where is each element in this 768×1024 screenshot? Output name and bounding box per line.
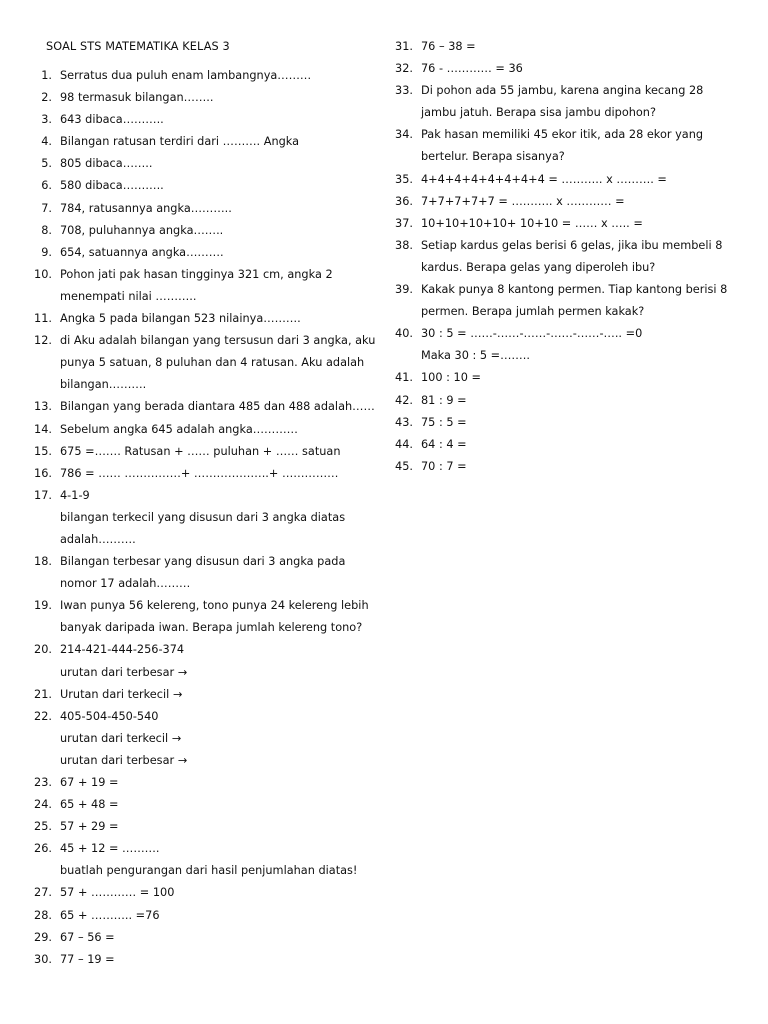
question-number: 16. xyxy=(34,466,52,480)
question-number: 11. xyxy=(34,312,52,326)
question-item xyxy=(28,153,368,175)
question-item xyxy=(28,175,368,197)
question-number: 41. xyxy=(395,371,413,385)
question-item xyxy=(389,323,729,367)
question-text-continued: adalah………. xyxy=(60,532,136,546)
question-item xyxy=(28,87,368,109)
question-item xyxy=(389,434,729,456)
question-number: 24. xyxy=(34,798,52,812)
question-item xyxy=(28,949,368,971)
question-number: 17. xyxy=(34,488,52,502)
question-text: 77 – 19 = xyxy=(60,952,115,966)
question-number: 7. xyxy=(41,201,52,215)
question-number: 14. xyxy=(34,422,52,436)
question-number: 12. xyxy=(34,334,52,348)
question-item xyxy=(389,124,729,168)
question-item xyxy=(28,264,368,308)
question-number: 39. xyxy=(395,283,413,297)
question-text: 10+10+10+10+ 10+10 = …… x ….. = xyxy=(421,216,643,230)
question-text: 643 dibaca……….. xyxy=(60,113,164,127)
question-number: 5. xyxy=(41,157,52,171)
question-item xyxy=(28,684,368,706)
question-item xyxy=(389,390,729,412)
question-text: 654, satuannya angka………. xyxy=(60,245,224,259)
question-number: 25. xyxy=(34,820,52,834)
document-title: SOAL STS MATEMATIKA KELAS 3 xyxy=(46,40,230,53)
question-number: 19. xyxy=(34,599,52,613)
question-text: 784, ratusannya angka……….. xyxy=(60,201,232,215)
question-item xyxy=(28,330,376,396)
question-number: 29. xyxy=(34,930,52,944)
question-text-continued: bertelur. Berapa sisanya? xyxy=(421,150,565,164)
question-item xyxy=(28,419,368,441)
question-text: 580 dibaca……….. xyxy=(60,179,164,193)
question-number: 4. xyxy=(41,135,52,149)
question-number: 37. xyxy=(395,216,413,230)
question-text: Sebelum angka 645 adalah angka………… xyxy=(60,422,298,436)
question-text-continued: buatlah pengurangan dari hasil penjumlahan diatas! xyxy=(60,864,358,878)
question-text: Setiap kardus gelas berisi 6 gelas, jika ibu membeli 8 xyxy=(421,238,723,252)
question-item xyxy=(28,441,368,463)
question-item xyxy=(389,412,729,434)
question-text: Pohon jati pak hasan tingginya 321 cm, angka 2 xyxy=(60,267,333,281)
question-item xyxy=(389,367,729,389)
question-item xyxy=(389,58,729,80)
question-number: 31. xyxy=(395,40,413,53)
question-item xyxy=(389,191,729,213)
question-number: 2. xyxy=(41,91,52,105)
question-text-continued: punya 5 satuan, 8 puluhan dan 4 ratusan. Aku adalah xyxy=(60,356,365,370)
question-text-continued: banyak daripada iwan. Berapa jumlah kelereng tono? xyxy=(60,621,363,635)
question-item xyxy=(28,905,368,927)
question-item xyxy=(28,772,368,794)
question-number: 18. xyxy=(34,555,52,569)
question-item xyxy=(28,639,368,683)
question-text: Serratus dua puluh enam lambangnya……… xyxy=(60,69,312,82)
question-number: 34. xyxy=(395,128,413,142)
question-text: Angka 5 pada bilangan 523 nilainya………. xyxy=(60,312,301,326)
question-text: Bilangan terbesar yang disusun dari 3 angka pada xyxy=(60,555,346,569)
question-number: 42. xyxy=(395,393,413,407)
question-number: 32. xyxy=(395,62,413,76)
question-item xyxy=(28,838,368,882)
question-text: 76 - ………… = 36 xyxy=(421,62,523,76)
question-number: 38. xyxy=(395,238,413,252)
question-text: Urutan dari terkecil → xyxy=(60,687,183,701)
question-item xyxy=(28,109,368,131)
question-item xyxy=(28,308,368,330)
question-text: 100 : 10 = xyxy=(421,371,481,385)
question-number: 1. xyxy=(41,69,52,82)
question-text: 81 : 9 = xyxy=(421,393,467,407)
question-number: 3. xyxy=(41,113,52,127)
question-number: 40. xyxy=(395,327,413,341)
question-number: 13. xyxy=(34,400,52,414)
question-item xyxy=(28,927,368,949)
question-item xyxy=(389,235,729,279)
question-item xyxy=(389,80,729,124)
question-text: Iwan punya 56 kelereng, tono punya 24 kelereng lebih xyxy=(60,599,369,613)
question-text-continued: permen. Berapa jumlah permen kakak? xyxy=(421,305,645,319)
question-text-continued: urutan dari terbesar → xyxy=(60,665,188,679)
question-item xyxy=(28,198,368,220)
question-item xyxy=(28,485,368,551)
question-text: 98 termasuk bilangan…….. xyxy=(60,91,214,105)
question-number: 36. xyxy=(395,194,413,208)
question-text-continued: urutan dari terkecil → xyxy=(60,731,182,745)
question-number: 35. xyxy=(395,172,413,186)
question-number: 6. xyxy=(41,179,52,193)
question-item xyxy=(28,463,368,485)
question-text: Pak hasan memiliki 45 ekor itik, ada 28 ekor yang xyxy=(421,128,704,142)
question-number: 10. xyxy=(34,267,52,281)
question-number: 43. xyxy=(395,415,413,429)
question-text: 7+7+7+7+7 = ……….. x ………… = xyxy=(421,194,625,208)
question-text: 70 : 7 = xyxy=(421,459,467,473)
question-text: 65 + ……….. =76 xyxy=(60,908,160,922)
question-item xyxy=(28,242,368,264)
question-item xyxy=(28,794,368,816)
question-text: 45 + 12 = ………. xyxy=(60,842,160,856)
question-text: Kakak punya 8 kantong permen. Tiap kantong berisi 8 xyxy=(421,283,728,297)
question-number: 8. xyxy=(41,223,52,237)
question-text: Di pohon ada 55 jambu, karena angina kecang 28 xyxy=(421,84,704,98)
question-number: 21. xyxy=(34,687,52,701)
question-text: di Aku adalah bilangan yang tersusun dari 3 angka, aku xyxy=(60,334,376,348)
question-item xyxy=(28,551,368,595)
question-number: 26. xyxy=(34,842,52,856)
question-text: 67 + 19 = xyxy=(60,776,119,789)
question-number: 33. xyxy=(395,84,413,98)
question-text: 786 = …… ……………+ ………………..+ …………… xyxy=(60,466,339,480)
question-text: 30 : 5 = ……-……-……-……-……-….. =0 xyxy=(421,327,643,341)
question-text-continued: kardus. Berapa gelas yang diperoleh ibu? xyxy=(421,260,656,274)
question-text-continued: jambu jatuh. Berapa sisa jambu dipohon? xyxy=(421,106,656,120)
question-text: 57 + ………… = 100 xyxy=(60,886,175,900)
question-text-continued: urutan dari terbesar → xyxy=(60,753,188,767)
question-text: Bilangan yang berada diantara 485 dan 488 adalah…… xyxy=(60,400,375,414)
question-number: 28. xyxy=(34,908,52,922)
question-text: 708, puluhannya angka…….. xyxy=(60,223,224,237)
question-item xyxy=(28,396,375,418)
question-text: 4+4+4+4+4+4+4+4 = ……….. x ………. = xyxy=(421,172,667,186)
question-number: 20. xyxy=(34,643,52,657)
question-item xyxy=(28,706,368,772)
question-text: 4-1-9 xyxy=(60,488,90,502)
question-item xyxy=(28,220,368,242)
question-text: 76 – 38 = xyxy=(421,40,476,53)
question-text: Bilangan ratusan terdiri dari ………. Angka xyxy=(60,135,300,149)
question-item xyxy=(389,456,729,478)
question-item xyxy=(389,169,729,191)
left-question-column xyxy=(28,65,376,971)
question-number: 27. xyxy=(34,886,52,900)
question-text-continued: nomor 17 adalah……… xyxy=(60,577,191,591)
question-number: 15. xyxy=(34,444,52,458)
right-question-column xyxy=(389,36,729,478)
question-text: 675 =……. Ratusan + …… puluhan + …… satuan xyxy=(60,444,341,458)
question-item xyxy=(389,36,729,58)
question-item xyxy=(28,816,368,838)
question-text: 64 : 4 = xyxy=(421,437,467,451)
question-item xyxy=(389,213,729,235)
question-number: 44. xyxy=(395,437,413,451)
question-number: 45. xyxy=(395,459,413,473)
question-text-continued: menempati nilai ……….. xyxy=(60,289,197,303)
question-item xyxy=(389,279,729,323)
question-text: 67 – 56 = xyxy=(60,930,115,944)
question-text: 405-504-450-540 xyxy=(60,709,159,723)
question-text: 214-421-444-256-374 xyxy=(60,643,185,657)
question-text: 65 + 48 = xyxy=(60,798,119,812)
question-item xyxy=(28,131,368,153)
question-number: 23. xyxy=(34,776,52,789)
question-text-continued: bilangan terkecil yang disusun dari 3 angka diatas xyxy=(60,510,346,524)
question-text: 57 + 29 = xyxy=(60,820,119,834)
question-text: 805 dibaca…….. xyxy=(60,157,153,171)
question-text-continued: Maka 30 : 5 =…….. xyxy=(421,349,530,363)
question-item xyxy=(28,595,368,639)
question-text: 75 : 5 = xyxy=(421,415,467,429)
question-item xyxy=(28,65,368,87)
question-text-continued: bilangan………. xyxy=(60,378,147,392)
question-item xyxy=(28,882,368,904)
question-number: 22. xyxy=(34,709,52,723)
question-number: 30. xyxy=(34,952,52,966)
question-number: 9. xyxy=(41,245,52,259)
